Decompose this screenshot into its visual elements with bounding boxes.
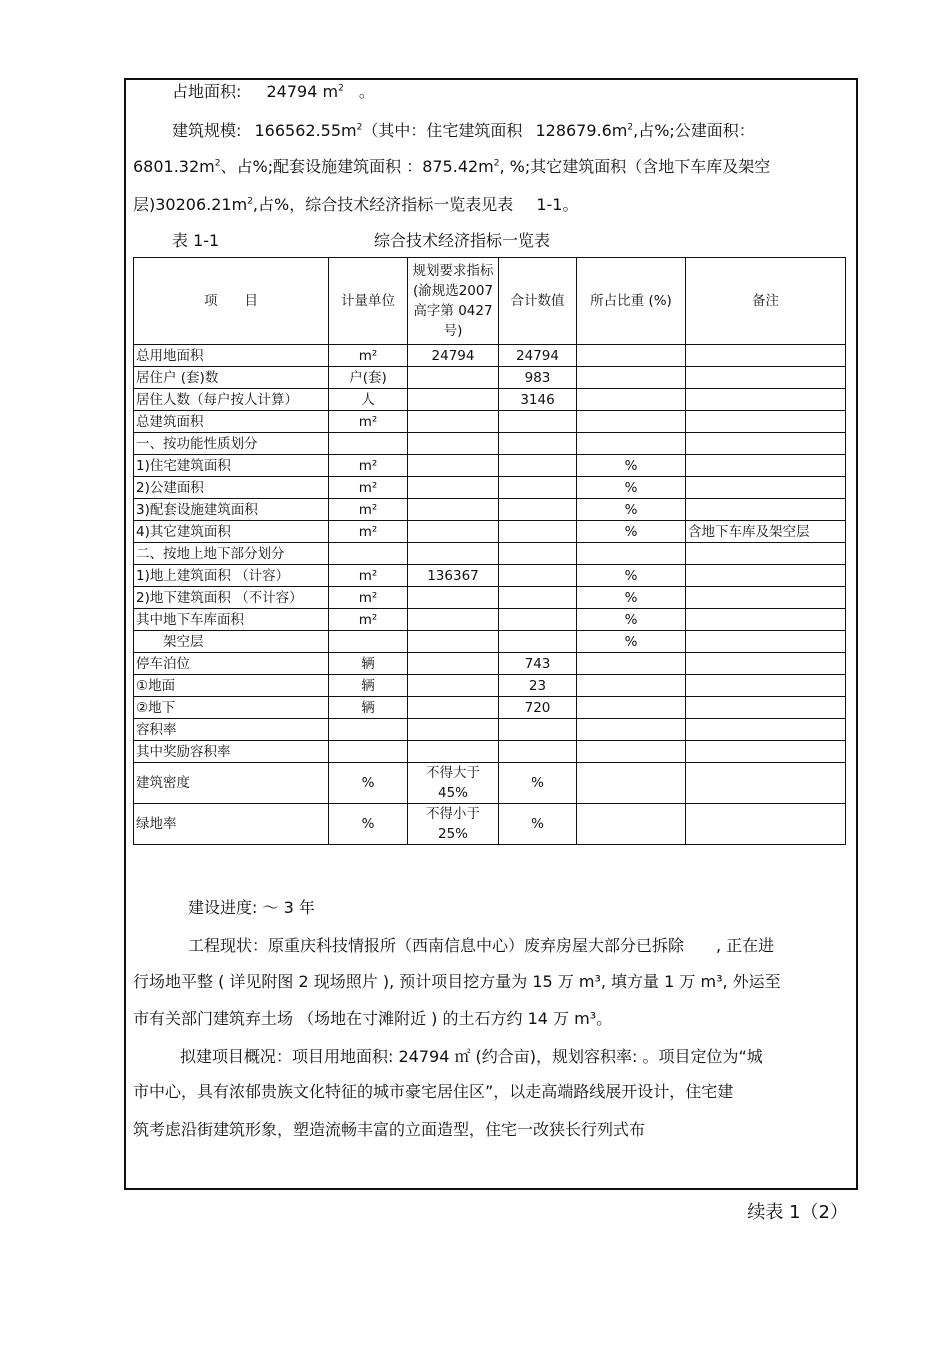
cell-req <box>408 587 499 609</box>
cell-pct <box>577 345 686 367</box>
table-row <box>134 345 846 367</box>
header-requirement: 规划要求指标(渝规选2007 高字第 0427 号) <box>408 258 499 345</box>
cell-pct <box>577 675 686 697</box>
cell-pct <box>577 804 686 845</box>
cell-unit: m² <box>329 587 408 609</box>
cell-total <box>499 411 577 433</box>
cell-pct <box>577 763 686 804</box>
cell-req <box>408 389 499 411</box>
cell-total: % <box>499 804 577 845</box>
cell-pct: % <box>577 587 686 609</box>
cell-note <box>686 543 846 565</box>
residential-area: 128679.6m <box>535 121 628 140</box>
header-note: 备注 <box>686 258 846 345</box>
cell-note <box>686 719 846 741</box>
cell-total <box>499 741 577 763</box>
area-end: 。 <box>358 82 375 101</box>
cell-note <box>686 345 846 367</box>
cell-unit: 辆 <box>329 675 408 697</box>
cell-pct: % <box>577 565 686 587</box>
cell-unit: m² <box>329 565 408 587</box>
facility-area: ：875.42m <box>406 157 494 176</box>
cell-pct <box>577 653 686 675</box>
cell-note <box>686 499 846 521</box>
cell-unit: 辆 <box>329 653 408 675</box>
cell-total <box>499 631 577 653</box>
cell-note <box>686 587 846 609</box>
cell-item: 居住户 (套)数 <box>134 367 329 389</box>
table-row <box>134 521 846 543</box>
status-line-1: 工程现状：原重庆科技情报所（西南信息中心）废弃房屋大部分已拆除 , 正在进 <box>188 936 775 955</box>
scale-text-5: ,占%，综合技术经济指标一览表见表 <box>252 195 514 214</box>
cell-req <box>408 631 499 653</box>
cell-pct: % <box>577 477 686 499</box>
cell-req <box>408 433 499 455</box>
cell-item: 4)其它建筑面积 <box>134 521 329 543</box>
cell-unit: % <box>329 763 408 804</box>
cell-total: 983 <box>499 367 577 389</box>
table-row <box>134 587 846 609</box>
indicator-table <box>133 257 846 845</box>
cell-total <box>499 543 577 565</box>
cell-item: 绿地率 <box>134 804 329 845</box>
cell-note <box>686 741 846 763</box>
cell-item: 居住人数（每户按人计算） <box>134 389 329 411</box>
scale-text-3: 、占%;配套设施建筑面积 <box>220 157 402 176</box>
cell-req <box>408 411 499 433</box>
cell-note <box>686 411 846 433</box>
scale-line-1 <box>172 121 755 141</box>
cell-req <box>408 697 499 719</box>
status-line-3: 市有关部门建筑弃土场 （场地在寸滩附近 ) 的土石方约 14 万 m³。 <box>133 1009 613 1028</box>
cell-note <box>686 367 846 389</box>
cell-total <box>499 455 577 477</box>
cell-pct <box>577 543 686 565</box>
table-row <box>134 631 846 653</box>
scale-label: 建筑规模: <box>172 121 242 140</box>
sup-5: 2 <box>247 196 253 207</box>
cell-item: 架空层 <box>134 631 329 653</box>
cell-unit: 人 <box>329 389 408 411</box>
cell-item: 2)地下建筑面积 （不计容） <box>134 587 329 609</box>
cell-note <box>686 631 846 653</box>
cell-item: 停车泊位 <box>134 653 329 675</box>
cell-pct <box>577 367 686 389</box>
overview-line-1: 拟建项目概况：项目用地面积: 24794 ㎡ (约合亩)，规划容积率: 。项目定位为“城 <box>180 1047 763 1066</box>
scale-text-4: , %;其它建筑面积（含地下车库及架空 <box>499 157 771 176</box>
cell-total <box>499 609 577 631</box>
cell-pct <box>577 719 686 741</box>
cell-req <box>408 521 499 543</box>
cell-item: 1)住宅建筑面积 <box>134 455 329 477</box>
cell-unit: m² <box>329 411 408 433</box>
cell-unit: m² <box>329 609 408 631</box>
cell-item: 总用地面积 <box>134 345 329 367</box>
cell-req <box>408 455 499 477</box>
table-row <box>134 609 846 631</box>
area-line <box>172 82 375 102</box>
area-sup: 2 <box>338 83 344 94</box>
cell-req <box>408 719 499 741</box>
scale-line-3 <box>133 195 578 215</box>
cell-req <box>408 653 499 675</box>
status-line-2: 行场地平整 ( 详见附图 2 现场照片 ), 预计项目挖方量为 15 万 m³, 填方量 1 万 m³, 外运至 <box>133 972 781 991</box>
cell-note <box>686 653 846 675</box>
cell-item: 2)公建面积 <box>134 477 329 499</box>
cell-total: 3146 <box>499 389 577 411</box>
area-label: 占地面积: <box>172 82 242 101</box>
sup-4: 2 <box>493 158 500 169</box>
cell-pct: % <box>577 455 686 477</box>
table-row <box>134 763 846 804</box>
table-number: 表 1-1 <box>172 231 220 250</box>
scale-line-2 <box>133 157 770 177</box>
table-row <box>134 653 846 675</box>
table-row <box>134 433 846 455</box>
cell-total: 743 <box>499 653 577 675</box>
table-row <box>134 543 846 565</box>
cell-note <box>686 565 846 587</box>
cell-unit: m² <box>329 455 408 477</box>
scale-text-2: ,占%;公建面积： <box>633 121 755 140</box>
cell-unit <box>329 719 408 741</box>
cell-req <box>408 367 499 389</box>
table-row <box>134 455 846 477</box>
cell-req: 不得大于 45% <box>408 763 499 804</box>
continued-table-label: 续表 1（2） <box>747 1202 848 1223</box>
other-area: 层)30206.21m <box>133 195 248 214</box>
cell-req: 136367 <box>408 565 499 587</box>
cell-pct <box>577 411 686 433</box>
cell-total <box>499 565 577 587</box>
cell-item: 二、按地上地下部分划分 <box>134 543 329 565</box>
cell-note <box>686 389 846 411</box>
cell-item: 3)配套设施建筑面积 <box>134 499 329 521</box>
table-row <box>134 675 846 697</box>
cell-unit: 辆 <box>329 697 408 719</box>
cell-total <box>499 477 577 499</box>
cell-note <box>686 804 846 845</box>
header-item: 项 目 <box>134 258 329 345</box>
cell-pct <box>577 433 686 455</box>
cell-unit: m² <box>329 521 408 543</box>
cell-total: 23 <box>499 675 577 697</box>
table-title: 综合技术经济指标一览表 <box>374 231 551 250</box>
cell-unit: m² <box>329 499 408 521</box>
cell-note: 含地下车库及架空层 <box>686 521 846 543</box>
cell-note <box>686 455 846 477</box>
cell-note <box>686 433 846 455</box>
cell-unit <box>329 741 408 763</box>
cell-unit <box>329 543 408 565</box>
cell-item: ①地面 <box>134 675 329 697</box>
cell-total <box>499 521 577 543</box>
cell-note <box>686 609 846 631</box>
cell-pct <box>577 697 686 719</box>
table-row <box>134 499 846 521</box>
table-ref: 1-1。 <box>536 195 579 214</box>
cell-item: 1)地上建筑面积 （计容） <box>134 565 329 587</box>
cell-req: 24794 <box>408 345 499 367</box>
table-row <box>134 367 846 389</box>
cell-item: 其中奖励容积率 <box>134 741 329 763</box>
cell-note <box>686 477 846 499</box>
cell-total <box>499 587 577 609</box>
cell-pct: % <box>577 499 686 521</box>
cell-req <box>408 499 499 521</box>
progress-line: 建设进度: ～ 3 年 <box>188 898 315 917</box>
cell-pct <box>577 741 686 763</box>
header-total: 合计数值 <box>499 258 577 345</box>
cell-pct: % <box>577 631 686 653</box>
cell-unit: m² <box>329 477 408 499</box>
cell-item: ②地下 <box>134 697 329 719</box>
cell-req <box>408 609 499 631</box>
scale-text-1: （其中：住宅建筑面积 <box>362 121 523 140</box>
cell-req: 不得小于 25% <box>408 804 499 845</box>
table-row <box>134 719 846 741</box>
cell-total <box>499 719 577 741</box>
sup-3: 2 <box>214 158 221 169</box>
overview-line-3: 筑考虑沿街建筑形象，塑造流畅丰富的立面造型，住宅一改狭长行列式布 <box>133 1120 646 1139</box>
cell-unit: 户(套) <box>329 367 408 389</box>
cell-unit: m² <box>329 345 408 367</box>
cell-note <box>686 675 846 697</box>
table-row <box>134 477 846 499</box>
table-row <box>134 411 846 433</box>
overview-line-2: 市中心，具有浓郁贵族文化特征的城市豪宅居住区”，以走高端路线展开设计，住宅建 <box>133 1082 734 1101</box>
table-row <box>134 804 846 845</box>
cell-note <box>686 763 846 804</box>
public-area: 6801.32m <box>133 157 215 176</box>
cell-item: 总建筑面积 <box>134 411 329 433</box>
cell-unit <box>329 433 408 455</box>
header-unit: 计量单位 <box>329 258 408 345</box>
cell-pct: % <box>577 521 686 543</box>
sup-2: 2 <box>627 122 634 133</box>
cell-total <box>499 499 577 521</box>
table-row <box>134 697 846 719</box>
cell-item: 容积率 <box>134 719 329 741</box>
cell-unit <box>329 631 408 653</box>
table-row <box>134 741 846 763</box>
sup-1: 2 <box>356 122 363 133</box>
table-row <box>134 389 846 411</box>
cell-unit: % <box>329 804 408 845</box>
cell-total: 24794 <box>499 345 577 367</box>
cell-item: 其中地下车库面积 <box>134 609 329 631</box>
table-header-row <box>134 258 846 345</box>
cell-req <box>408 477 499 499</box>
cell-pct <box>577 389 686 411</box>
cell-total <box>499 433 577 455</box>
area-value: 24794 m <box>266 82 339 101</box>
cell-req <box>408 741 499 763</box>
cell-pct: % <box>577 609 686 631</box>
table-row <box>134 565 846 587</box>
cell-item: 建筑密度 <box>134 763 329 804</box>
cell-total: % <box>499 763 577 804</box>
cell-req <box>408 543 499 565</box>
cell-total: 720 <box>499 697 577 719</box>
cell-req <box>408 675 499 697</box>
scale-total: 166562.55m <box>254 121 357 140</box>
header-percent: 所占比重 (%) <box>577 258 686 345</box>
cell-item: 一、按功能性质划分 <box>134 433 329 455</box>
cell-note <box>686 697 846 719</box>
